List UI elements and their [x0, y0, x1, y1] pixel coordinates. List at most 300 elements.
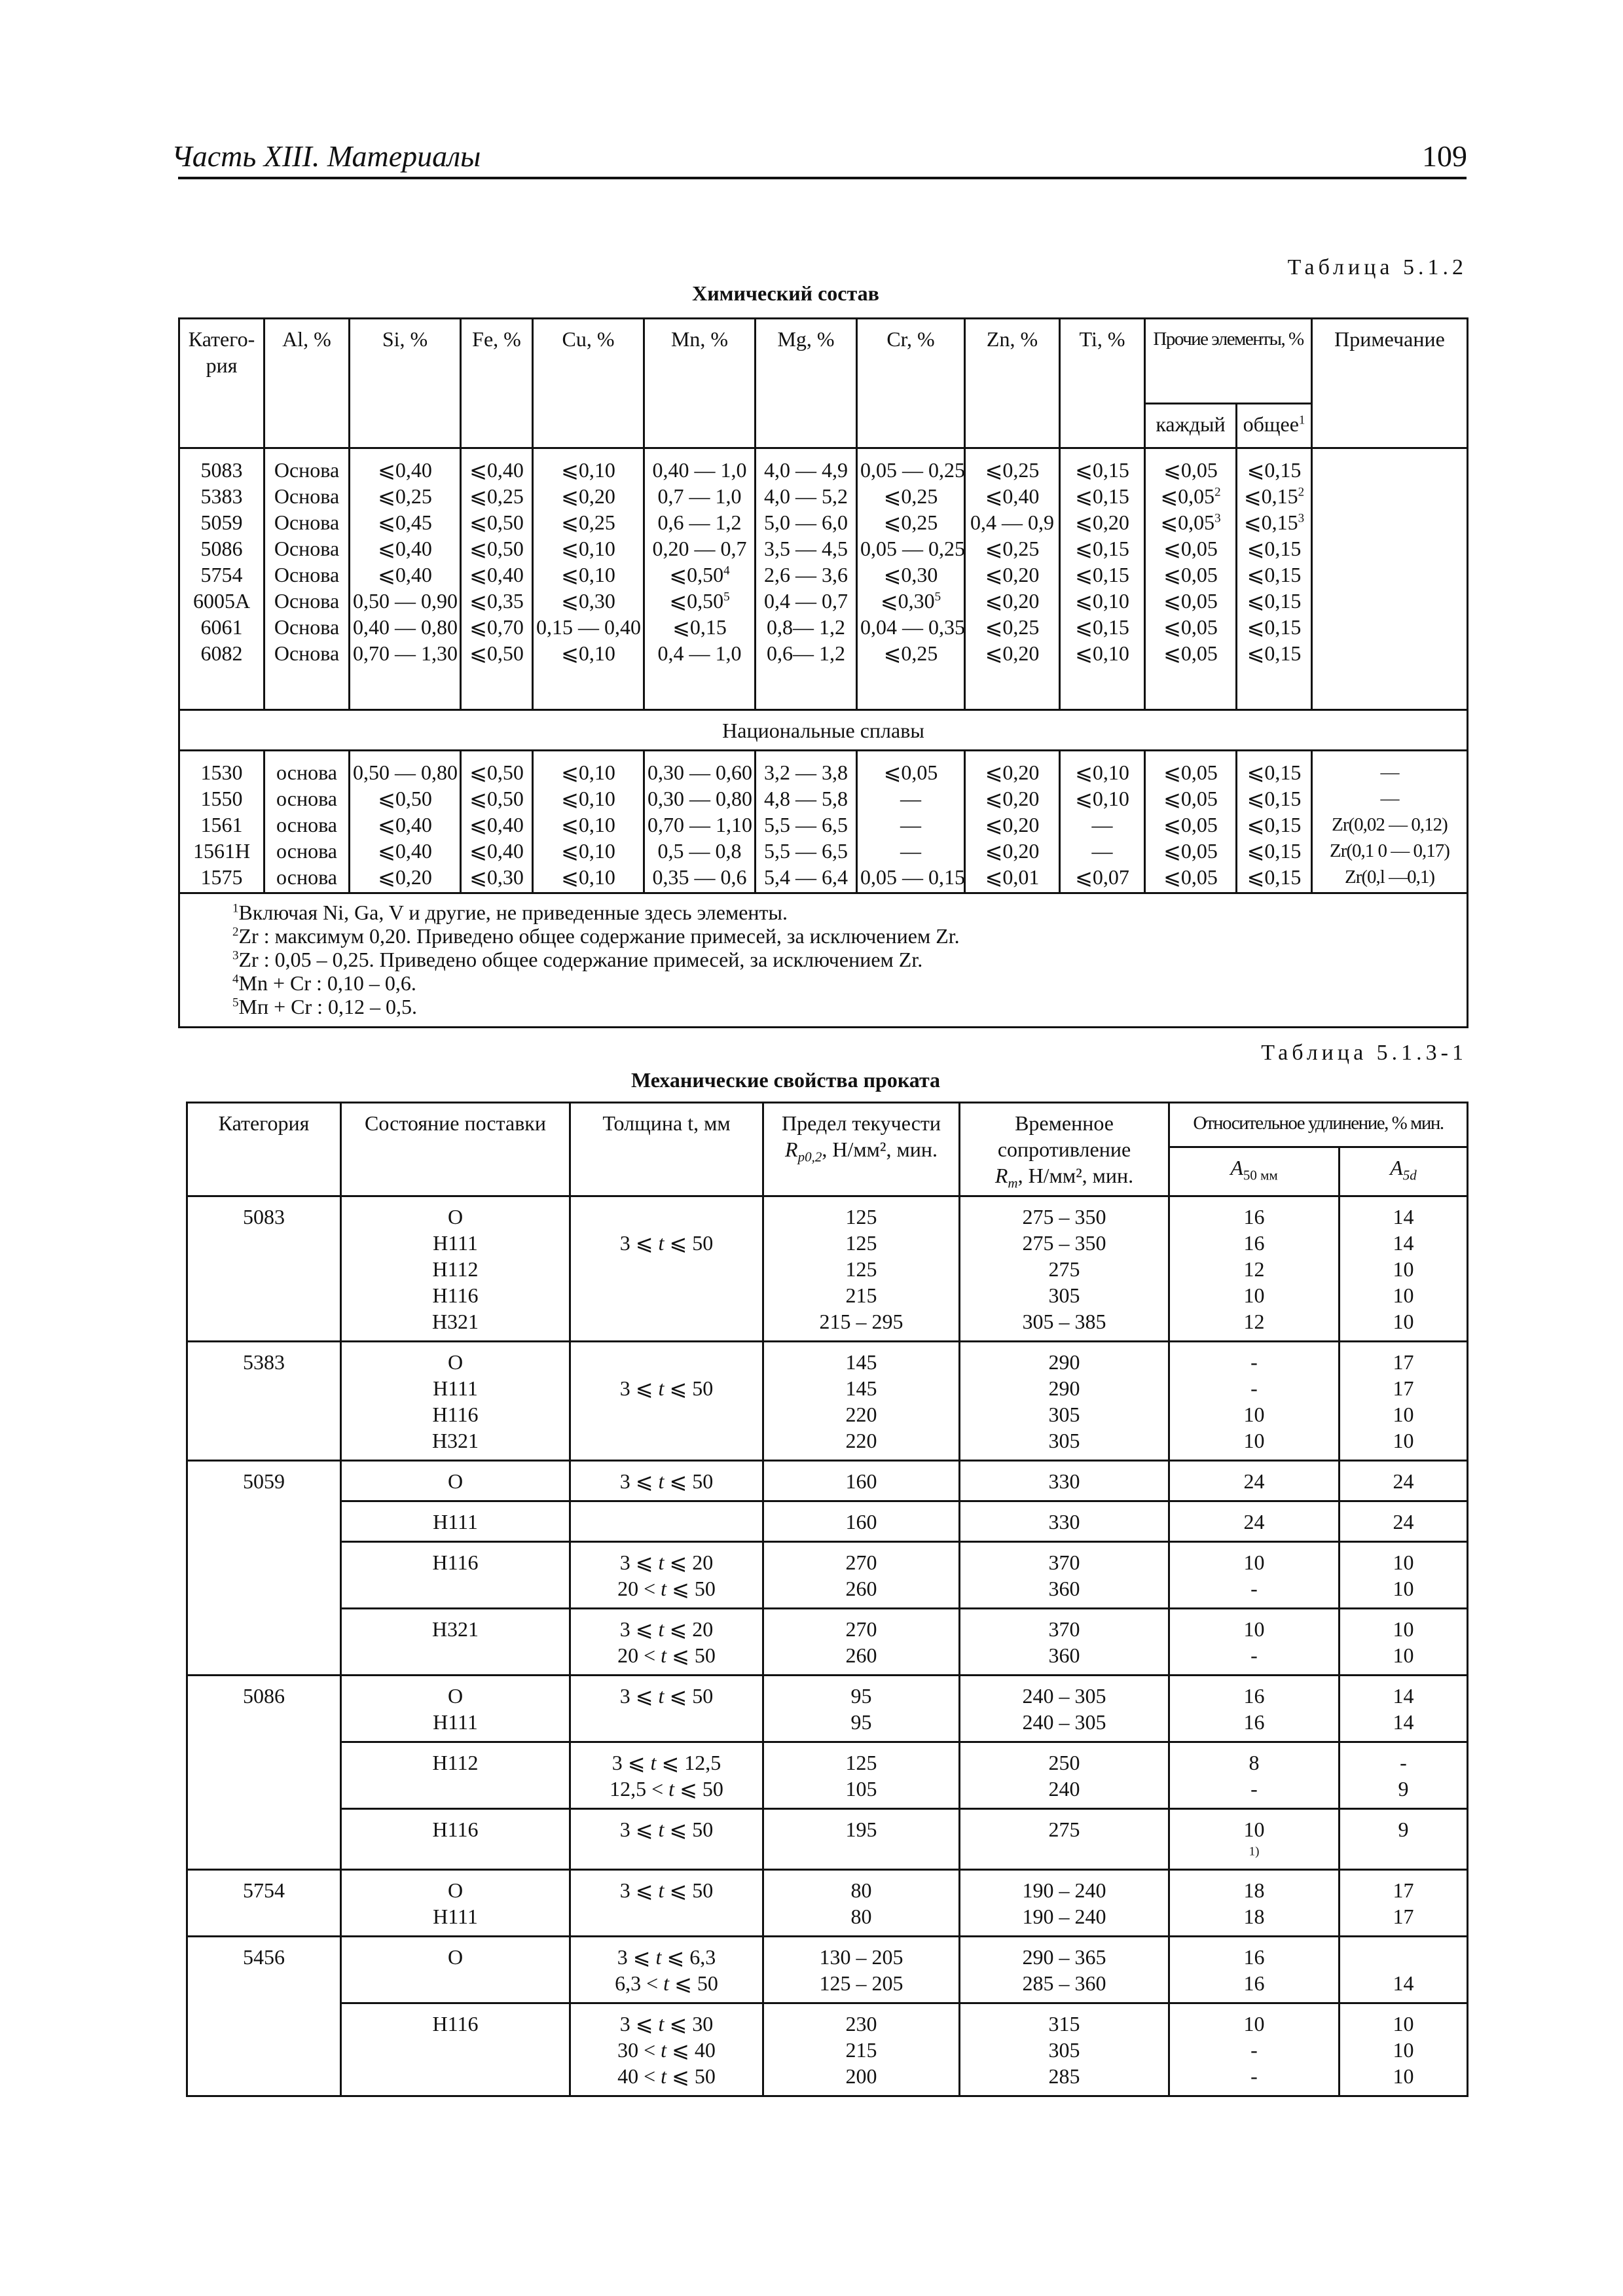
cell-value: ⩽0,15: [1247, 615, 1302, 639]
cell-value: 3 ⩽ t ⩽ 6,3: [617, 1945, 716, 1969]
cell-value: [574, 1204, 759, 1230]
cell-value: 215: [845, 1283, 877, 1307]
cell-value: 16: [1243, 1971, 1265, 1995]
cell-value: 215 – 295: [819, 1310, 903, 1333]
cell-value: —: [900, 813, 921, 836]
cell-value: 0,7 — 1,0: [657, 484, 742, 508]
cell-value: 220: [845, 1429, 877, 1452]
cell-value: 4,0 — 4,9: [764, 458, 848, 482]
col-thickness: [570, 1809, 763, 1870]
cell-value: ⩽0,15: [1247, 787, 1302, 810]
cell-value: ⩽0,20: [378, 865, 432, 889]
cell-value: 220: [845, 1403, 877, 1426]
header-a5d: $A_{5d}$: [1340, 1147, 1468, 1196]
cell-value: основа: [276, 761, 337, 784]
header-si: Si, %: [350, 319, 461, 448]
cell-value: 17: [1393, 1376, 1414, 1400]
cell-value: ⩽0,40: [378, 537, 432, 560]
cell-value: ⩽0,30: [561, 589, 615, 613]
table-row: [187, 1196, 1468, 1342]
cell-value: ⩽0,15: [672, 615, 727, 639]
cell-value: 125: [845, 1751, 877, 1774]
cell-value: 80: [850, 1905, 872, 1928]
cell-value: ⩽0,50: [378, 787, 432, 810]
cell-value: 190 – 240: [1022, 1905, 1106, 1928]
cell-value: 5,5 — 6,5: [764, 813, 848, 836]
chemical-composition-table: [178, 317, 1468, 1028]
header-other-elements: Прочие элементы, %: [1145, 319, 1312, 404]
cell-value: 240 – 305: [1022, 1710, 1106, 1734]
cell-value: 270: [845, 1551, 877, 1574]
cell-value: 30 < t ⩽ 40: [617, 2038, 716, 2062]
cell-value: 5754: [200, 563, 243, 586]
header-a50: $A_{50 мм}$: [1169, 1147, 1340, 1196]
cell-value: 0,4 — 1,0: [657, 641, 742, 665]
cell-value: O: [447, 1684, 464, 1708]
cell-value: ⩽0,40: [378, 839, 432, 863]
cell-value: основа: [276, 865, 337, 889]
cell-value: 10: [1393, 1310, 1414, 1333]
cell-value: ⩽0,25: [883, 641, 938, 665]
cell-value: ⩽0,40: [378, 458, 432, 482]
cell-value: 0,4 — 0,9: [970, 511, 1054, 534]
table-row: [187, 1542, 1468, 1609]
running-header-title: Часть XIII. Материалы: [172, 139, 481, 173]
col-supply-state: [341, 1609, 570, 1676]
col-yield-strength: [763, 1461, 960, 1501]
cell-value: 10: [1393, 1577, 1414, 1600]
cell-value: ⩽0,15: [1247, 589, 1302, 613]
cell-value: ⩽0,10: [561, 761, 615, 784]
cell-value: -: [1250, 1376, 1258, 1400]
cell-value: 0,50 — 0,90: [353, 589, 458, 613]
col-thickness: [570, 1501, 763, 1542]
cell-value: ⩽0,20: [985, 787, 1040, 810]
cell-value: ⩽0,25: [883, 511, 938, 534]
cell-value: 16: [1243, 1945, 1265, 1969]
header-fe: Fe, %: [461, 319, 533, 448]
footnote: $^4$Mn + Cr : 0,10 – 0,6.: [232, 971, 416, 995]
cell-value: -: [1250, 2038, 1258, 2062]
cell-value: ⩽0,20: [985, 589, 1040, 613]
col-a5d: [1340, 1342, 1468, 1461]
col-tensile-strength: [960, 1676, 1169, 1742]
cell-value: ⩽0,05: [1163, 787, 1218, 810]
cell-value: 0,5 — 0,8: [657, 839, 742, 863]
col-cr: [857, 448, 965, 710]
cell-value: ⩽0,20: [561, 484, 615, 508]
table1-group2: [179, 751, 1468, 893]
cell-value: —: [900, 787, 921, 810]
cell-value: -: [1250, 1643, 1258, 1667]
cell-value: ⩽0,40: [469, 458, 524, 482]
cell-value: 370: [1048, 1617, 1080, 1641]
header-supply-state: Состояние поставки: [341, 1103, 570, 1196]
cell-value: [574, 1349, 759, 1375]
cell-value: 14: [1393, 1684, 1414, 1708]
cell-value: 0,6— 1,2: [767, 641, 845, 665]
cell-value: ⩽0,10: [1075, 589, 1129, 613]
cell-value: ⩽0,05: [1163, 839, 1218, 863]
cell-value: 40 < t ⩽ 50: [617, 2064, 716, 2088]
cell-value: ⩽0,10: [1075, 761, 1129, 784]
cell-value: 0,05 — 0,15: [860, 865, 965, 889]
cell-value: 3 ⩽ t ⩽ 50: [619, 1469, 714, 1493]
cell-value: 5383: [200, 484, 243, 508]
cell-value: H116: [432, 2012, 479, 2036]
cell-value: H116: [432, 1818, 479, 1841]
table1-group1: [179, 448, 1468, 710]
col-yield-strength: [763, 1937, 960, 2003]
cell-value: -: [1250, 1577, 1258, 1600]
cell-value: ⩽0,15: [1247, 641, 1302, 665]
cell-value: 10: [1243, 1617, 1265, 1641]
cell-value: 10: [1393, 1403, 1414, 1426]
col-a5d: [1340, 1196, 1468, 1342]
col-thickness: [570, 1870, 763, 1937]
col-total: [1237, 751, 1312, 893]
cell-value: H321: [431, 1429, 479, 1452]
col-thickness: [570, 1676, 763, 1742]
cell-value: ⩽0,20: [985, 563, 1040, 586]
cell-value: 6005A: [192, 589, 251, 613]
cell-value: основа: [276, 839, 337, 863]
table-row: [187, 1501, 1468, 1542]
col-supply-state: [341, 1196, 570, 1342]
cell-value: -: [1400, 1751, 1407, 1774]
cell-value: ⩽0,05: [883, 761, 938, 784]
cell-value: 5086: [200, 537, 243, 560]
col-tensile-strength: [960, 1342, 1169, 1461]
cell-value: -: [1250, 2064, 1258, 2088]
category-cell: 5059: [187, 1461, 341, 1676]
cell-value: ⩽0,40: [985, 484, 1040, 508]
cell-value: [574, 1509, 759, 1535]
table2-caption: Механические свойства проката: [630, 1068, 941, 1092]
cell-value: 10 $^{1)}$: [1243, 1818, 1265, 1859]
cell-value: ⩽0,30: [469, 865, 524, 889]
cell-value: ⩽0,15: [1247, 839, 1302, 863]
cell-value: 24: [1393, 1469, 1414, 1493]
col-each: [1145, 751, 1237, 893]
cell-value: ⩽0,40: [378, 813, 432, 836]
cell-value: 20 < t ⩽ 50: [617, 1577, 716, 1600]
col-thickness: [570, 1542, 763, 1609]
cell-value: ⩽0,15: [1075, 458, 1129, 482]
cell-value: Основа: [274, 563, 340, 586]
cell-value: 5,0 — 6,0: [764, 511, 848, 534]
table1-caption: Химический состав: [692, 281, 879, 305]
cell-value: 230: [845, 2012, 877, 2036]
col-zn: [965, 751, 1060, 893]
cell-value: ⩽0,10: [561, 537, 615, 560]
cell-value: ⩽0,30$^5$: [880, 589, 941, 613]
col-tensile-strength: [960, 2003, 1169, 2096]
col-a50: [1169, 1676, 1340, 1742]
cell-value: ⩽0,20: [985, 813, 1040, 836]
cell-value: 16: [1243, 1231, 1265, 1255]
cell-value: ⩽0,50$^4$: [669, 563, 730, 586]
header-total: общее$^1$: [1237, 404, 1312, 448]
cell-value: H116: [432, 1283, 479, 1307]
national-alloys-title: Национальные сплавы: [179, 710, 1468, 751]
cell-value: 125: [845, 1257, 877, 1281]
cell-value: 18: [1243, 1878, 1265, 1902]
cell-value: 0,40 — 0,80: [353, 615, 458, 639]
cell-value: ⩽0,50$^5$: [669, 589, 730, 613]
cell-value: Основа: [274, 511, 340, 534]
cell-value: 95: [850, 1684, 872, 1708]
cell-value: 260: [845, 1643, 877, 1667]
cell-value: 14: [1393, 1710, 1414, 1734]
col-tensile-strength: [960, 1461, 1169, 1501]
cell-value: 195: [845, 1818, 877, 1841]
cell-value: 17: [1393, 1905, 1414, 1928]
cell-value: 6,3 < t ⩽ 50: [615, 1971, 718, 1995]
cell-value: ⩽0,40: [378, 563, 432, 586]
cell-value: 14: [1393, 1971, 1414, 1995]
col-al: [264, 448, 350, 710]
col-yield-strength: [763, 1870, 960, 1937]
col-tensile-strength: [960, 1542, 1169, 1609]
cell-value: 360: [1048, 1577, 1080, 1600]
col-mg: [756, 751, 857, 893]
col-a50: [1169, 1937, 1340, 2003]
table-row: [187, 1870, 1468, 1937]
cell-value: —: [1380, 762, 1399, 783]
mechanical-properties-table: [186, 1102, 1468, 2097]
col-tensile-strength: [960, 1870, 1169, 1937]
table-row: [187, 1676, 1468, 1742]
header-category: Категория: [187, 1103, 341, 1196]
cell-value: 0,6 — 1,2: [657, 511, 742, 534]
cell-value: 4,0 — 5,2: [764, 484, 848, 508]
cell-value: 17: [1393, 1878, 1414, 1902]
cell-value: ⩽0,20: [985, 839, 1040, 863]
col-mn: [644, 751, 756, 893]
cell-value: 6082: [200, 641, 243, 665]
col-tensile-strength: [960, 1196, 1169, 1342]
cell-value: основа: [276, 787, 337, 810]
cell-value: 5,4 — 6,4: [764, 865, 848, 889]
cell-value: 125 – 205: [819, 1971, 903, 1995]
cell-value: ⩽0,30: [883, 563, 938, 586]
footnote: $^5$Mп + Cr : 0,12 – 0,5.: [232, 995, 418, 1018]
cell-value: 10: [1393, 1551, 1414, 1574]
cell-value: H111: [433, 1231, 478, 1255]
cell-value: 16: [1243, 1710, 1265, 1734]
cell-value: 0,70 — 1,10: [647, 813, 752, 836]
cell-value: 9: [1398, 1777, 1409, 1801]
col-a5d: [1340, 1676, 1468, 1742]
category-cell: 5086: [187, 1676, 341, 1870]
cell-value: 12: [1243, 1310, 1265, 1333]
cell-value: ⩽0,15: [1247, 563, 1302, 586]
cell-value: H116: [432, 1403, 479, 1426]
cell-value: —: [1091, 813, 1113, 836]
cell-value: 305 – 385: [1022, 1310, 1106, 1333]
col-total: [1237, 448, 1312, 710]
cell-value: 14: [1393, 1205, 1414, 1229]
footnote: $^2$Zr : максимум 0,20. Приведено общее содержание примесей, за исключением Zr.: [232, 924, 960, 948]
cell-value: 0,30 — 0,80: [647, 787, 752, 810]
col-fe: [461, 751, 533, 893]
cell-value: ⩽0,50: [469, 511, 524, 534]
col-supply-state: [341, 1742, 570, 1809]
cell-value: основа: [276, 813, 337, 836]
col-a50: [1169, 1342, 1340, 1461]
col-supply-state: [341, 1937, 570, 2003]
cell-value: ⩽0,05: [1163, 813, 1218, 836]
cell-value: ⩽0,15: [1247, 865, 1302, 889]
cell-value: 0,05 — 0,25: [860, 537, 965, 560]
cell-value: H116: [432, 1551, 479, 1574]
cell-value: O: [447, 1350, 464, 1374]
cell-value: H112: [432, 1751, 479, 1774]
cell-value: ⩽0,40: [469, 563, 524, 586]
cell-value: 4,8 — 5,8: [764, 787, 848, 810]
header-elongation: Относительное удлинение, % мин.: [1169, 1103, 1468, 1147]
col-yield-strength: [763, 1542, 960, 1609]
col-yield-strength: [763, 2003, 960, 2096]
table-row: [187, 1342, 1468, 1461]
cell-value: ⩽0,50: [469, 787, 524, 810]
cell-value: 260: [845, 1577, 877, 1600]
col-thickness: [570, 1742, 763, 1809]
cell-value: 240 – 305: [1022, 1684, 1106, 1708]
category-cell: 5456: [187, 1937, 341, 2096]
cell-value: 275 – 350: [1022, 1205, 1106, 1229]
table-row: [187, 1809, 1468, 1870]
cell-value: 0,4 — 0,7: [764, 589, 848, 613]
table2-label: Таблица 5.1.3-1: [1261, 1041, 1467, 1065]
col-a50: [1169, 1809, 1340, 1870]
table1-label: Таблица 5.1.2: [1287, 255, 1467, 279]
cell-value: 145: [845, 1376, 877, 1400]
cell-value: ⩽0,15: [1075, 615, 1129, 639]
header-zn: Zn, %: [965, 319, 1060, 448]
cell-value: 3 ⩽ t ⩽ 50: [619, 1376, 714, 1400]
col-si: [350, 751, 461, 893]
table-row: [187, 1937, 1468, 2003]
cell-value: 305: [1048, 1429, 1080, 1452]
col-note: [1312, 448, 1468, 710]
table-row: [187, 1461, 1468, 1501]
cell-value: 6061: [200, 615, 243, 639]
cell-value: 18: [1243, 1905, 1265, 1928]
cell-value: 0,8— 1,2: [767, 615, 845, 639]
cell-value: ⩽0,05: [1163, 563, 1218, 586]
cell-value: 14: [1393, 1231, 1414, 1255]
col-supply-state: [341, 1676, 570, 1742]
cell-value: Основа: [274, 484, 340, 508]
cell-value: O: [447, 1878, 464, 1902]
cell-value: ⩽0,10: [1075, 641, 1129, 665]
cell-value: ⩽0,05$^2$: [1160, 484, 1221, 508]
cell-value: 1550: [200, 787, 243, 810]
cell-value: 12,5 < t ⩽ 50: [610, 1777, 723, 1801]
cell-value: 315: [1048, 2012, 1080, 2036]
col-supply-state: [341, 2003, 570, 2096]
cell-value: 360: [1048, 1643, 1080, 1667]
cell-value: ⩽0,35: [469, 589, 524, 613]
col-cat: [179, 448, 264, 710]
cell-value: 24: [1393, 1510, 1414, 1534]
cell-value: 3 ⩽ t ⩽ 50: [619, 1684, 714, 1708]
footnote: $^1$Включая Ni, Ga, V и другие, не приведенные здесь элементы.: [232, 901, 788, 924]
cell-value: 10: [1393, 1257, 1414, 1281]
col-a5d: [1340, 1609, 1468, 1676]
cell-value: 0,20 — 0,7: [652, 537, 747, 560]
cell-value: —: [1380, 788, 1399, 809]
cell-value: 3 ⩽ t ⩽ 20: [619, 1551, 714, 1574]
col-thickness: [570, 1196, 763, 1342]
header-ti: Ti, %: [1060, 319, 1145, 448]
col-yield-strength: [763, 1742, 960, 1809]
header-cu: Cu, %: [533, 319, 644, 448]
col-thickness: [570, 1937, 763, 2003]
cell-value: 330: [1048, 1469, 1080, 1493]
col-a50: [1169, 1609, 1340, 1676]
cell-value: 10: [1393, 2038, 1414, 2062]
page-number: 109: [1422, 139, 1467, 173]
col-supply-state: [341, 1461, 570, 1501]
cell-value: O: [447, 1205, 464, 1229]
col-a5d: [1340, 1461, 1468, 1501]
cell-value: ⩽0,15: [1075, 537, 1129, 560]
col-supply-state: [341, 1809, 570, 1870]
cell-value: ⩽0,15: [1247, 761, 1302, 784]
cell-value: 95: [850, 1710, 872, 1734]
table-row: [187, 1609, 1468, 1676]
cell-value: 305: [1048, 1283, 1080, 1307]
cell-value: 190 – 240: [1022, 1878, 1106, 1902]
cell-value: 330: [1048, 1510, 1080, 1534]
col-yield-strength: [763, 1676, 960, 1742]
cell-value: H111: [433, 1710, 478, 1734]
cell-value: 0,04 — 0,35: [860, 615, 965, 639]
cell-value: ⩽0,10: [561, 787, 615, 810]
cell-value: ⩽0,01: [985, 865, 1040, 889]
col-thickness: [570, 1461, 763, 1501]
col-mg: [756, 448, 857, 710]
cell-value: 290: [1048, 1376, 1080, 1400]
cell-value: 10: [1393, 1617, 1414, 1641]
cell-value: ⩽0,05: [1163, 458, 1218, 482]
col-each: [1145, 448, 1237, 710]
header-al: Al, %: [264, 319, 350, 448]
cell-value: 10: [1393, 1643, 1414, 1667]
cell-value: ⩽0,10: [561, 865, 615, 889]
cell-value: 3,2 — 3,8: [764, 761, 848, 784]
cell-value: 3 ⩽ t ⩽ 30: [619, 2012, 714, 2036]
cell-value: 250: [1048, 1751, 1080, 1774]
cell-value: 1561Н: [192, 839, 251, 863]
cell-value: 10: [1243, 1429, 1265, 1452]
cell-value: 3 ⩽ t ⩽ 12,5: [611, 1751, 721, 1774]
cell-value: 270: [845, 1617, 877, 1641]
header-yield-strength: Предел текучести $R_{p0,2}$, Н/мм², мин.: [763, 1103, 960, 1196]
cell-value: H321: [431, 1310, 479, 1333]
col-yield-strength: [763, 1809, 960, 1870]
cell-value: 105: [845, 1777, 877, 1801]
col-a50: [1169, 1870, 1340, 1937]
cell-value: 0,35 — 0,6: [652, 865, 747, 889]
cell-value: 10: [1243, 1551, 1265, 1574]
cell-value: ⩽0,15: [1247, 537, 1302, 560]
cell-value: ⩽0,10: [1075, 787, 1129, 810]
header-rule: [178, 177, 1467, 179]
